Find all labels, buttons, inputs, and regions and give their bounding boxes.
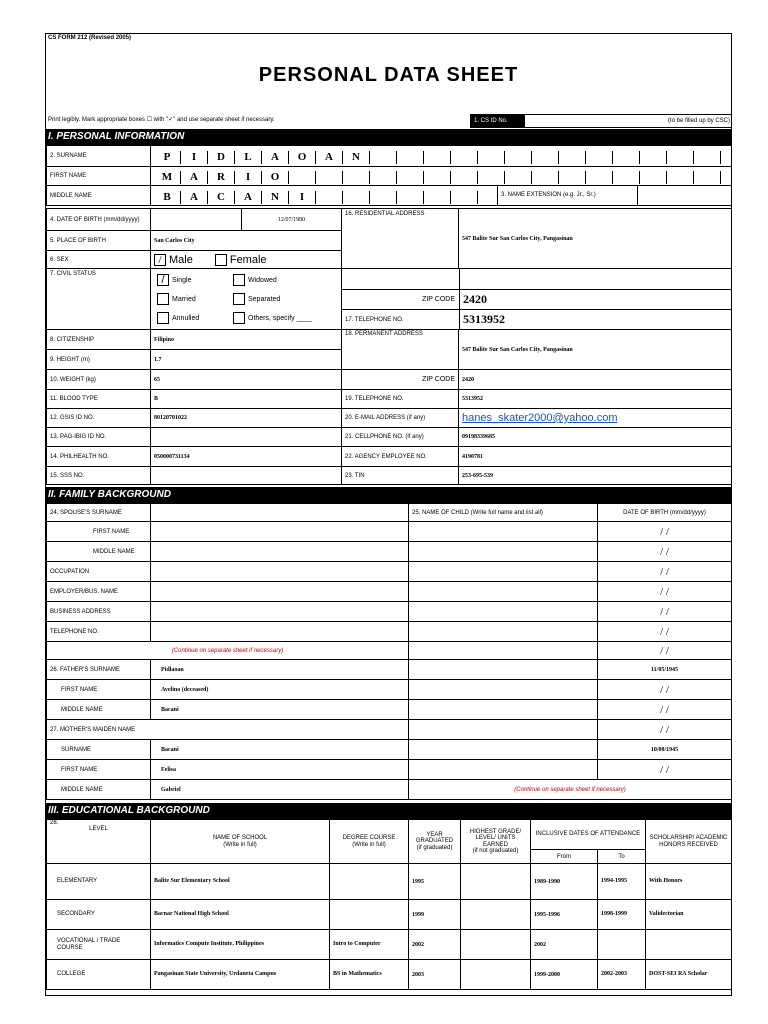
- letter-box[interactable]: [694, 171, 721, 184]
- letter-box[interactable]: M: [154, 171, 181, 184]
- married-label: Married: [172, 295, 196, 303]
- dob-label: 4. DATE OF BIRTH (mm/dd/yyyy): [47, 209, 151, 231]
- letter-box[interactable]: A: [181, 191, 208, 204]
- edu-level: COLLEGE: [47, 960, 151, 990]
- edu-highest[interactable]: [461, 864, 531, 900]
- child-name-field[interactable]: [409, 602, 598, 622]
- firstname-letter-boxes: [154, 168, 728, 184]
- letter-box[interactable]: [559, 151, 586, 164]
- education-table: [46, 819, 732, 990]
- edu-level: ELEMENTARY: [47, 864, 151, 900]
- family-label: FIRST NAME: [47, 680, 151, 700]
- letter-box[interactable]: [370, 171, 397, 184]
- child-dob-field[interactable]: / /: [598, 582, 732, 602]
- height-value[interactable]: 1.7: [151, 350, 342, 370]
- edu-highest[interactable]: [461, 900, 531, 930]
- sss-label: 15. SSS NO.: [47, 467, 151, 485]
- child-name-field[interactable]: [409, 700, 598, 720]
- letter-box[interactable]: I: [181, 151, 208, 164]
- family-value[interactable]: Bacani: [151, 700, 409, 720]
- letter-box[interactable]: [505, 151, 532, 164]
- edu-to[interactable]: 2002-2003: [598, 960, 646, 990]
- letter-box[interactable]: [532, 151, 559, 164]
- agency-label: 22. AGENCY EMPLOYEE NO.: [342, 447, 459, 467]
- csid-note: (to be filled up by CSC): [667, 118, 730, 124]
- edu-to[interactable]: [598, 930, 646, 960]
- family-value[interactable]: Pidlaoan: [151, 660, 409, 680]
- annulled-label: Annulled: [172, 314, 200, 322]
- citizenship-value[interactable]: Filipino: [151, 330, 342, 350]
- firstname-label: FIRST NAME: [47, 167, 151, 186]
- child-dob-field[interactable]: / /: [598, 642, 732, 660]
- letter-box[interactable]: A: [235, 191, 262, 204]
- family-value[interactable]: Bacani: [151, 740, 409, 760]
- others-label: Others, specify: [248, 314, 295, 322]
- form-number: CS FORM 212 (Revised 2005): [48, 35, 132, 41]
- perm-addr-label: 18. PERMANENT ADDRESS: [342, 330, 459, 370]
- female-checkbox[interactable]: [215, 254, 227, 266]
- edu-from[interactable]: 1995-1996: [531, 900, 598, 930]
- family-label: BUSINESS ADDRESS: [47, 602, 151, 622]
- sex-options: [151, 251, 342, 269]
- family-value[interactable]: [151, 504, 409, 522]
- edu-degree[interactable]: [330, 900, 409, 930]
- children-header: 25. NAME OF CHILD (Write full name and list all): [409, 504, 598, 522]
- children-continue-note: (Continue on separate sheet if necessary): [409, 780, 732, 800]
- letter-box[interactable]: C: [208, 191, 235, 204]
- pagibig-label: 13. PAG-IBIG ID NO.: [47, 428, 151, 447]
- widowed-checkbox[interactable]: [233, 274, 245, 286]
- name-table: [46, 145, 732, 206]
- family-value[interactable]: [151, 562, 409, 582]
- csid-label: 1. CS ID No.: [470, 114, 525, 128]
- others-checkbox[interactable]: [233, 312, 245, 324]
- email-value[interactable]: [459, 409, 732, 428]
- family-label: FIRST NAME: [47, 760, 151, 780]
- letter-box[interactable]: [640, 151, 667, 164]
- letter-box[interactable]: [586, 171, 613, 184]
- dob-value[interactable]: 12/07/1980: [242, 209, 342, 231]
- letter-box[interactable]: [316, 171, 343, 184]
- philhealth-label: 14. PHILHEALTH NO.: [47, 447, 151, 467]
- page-title: PERSONAL DATA SHEET: [258, 64, 519, 86]
- letter-box[interactable]: [559, 171, 586, 184]
- letter-box[interactable]: [478, 171, 505, 184]
- edu-level-header: [47, 820, 151, 864]
- philhealth-value[interactable]: 050000731134: [151, 447, 342, 467]
- letter-box[interactable]: [451, 151, 478, 164]
- firstname-field[interactable]: [151, 167, 732, 186]
- edu-from[interactable]: 2002: [531, 930, 598, 960]
- letter-box[interactable]: [613, 171, 640, 184]
- edu-incl-header: INCLUSIVE DATES OF ATTENDANCE: [531, 820, 646, 850]
- letter-box[interactable]: [397, 171, 424, 184]
- edu-level: SECONDARY: [47, 900, 151, 930]
- middlename-label: MIDDLE NAME: [47, 186, 151, 206]
- child-dob-field[interactable]: / /: [598, 602, 732, 622]
- section-family-header: II. FAMILY BACKGROUND: [46, 487, 731, 503]
- blood-label: 11. BLOOD TYPE: [47, 390, 151, 409]
- edu-year-header: [409, 820, 461, 864]
- family-label: FIRST NAME: [47, 522, 151, 542]
- edu-level: VOCATIONAL / TRADE COURSE: [47, 930, 151, 960]
- letter-box[interactable]: L: [235, 151, 262, 164]
- family-label: OCCUPATION: [47, 562, 151, 582]
- child-dob-field[interactable]: / /: [598, 700, 732, 720]
- res-addr-value[interactable]: 547 Balite Sur San Carlos City, Pangasinan: [459, 209, 732, 269]
- section-personal-header: I. PERSONAL INFORMATION: [46, 129, 731, 145]
- name-extension-label: 3. NAME EXTENSION (e.g. Jr., Sr.): [497, 186, 637, 205]
- letter-box[interactable]: [613, 151, 640, 164]
- edu-degree-header: [330, 820, 409, 864]
- child-dob-field[interactable]: / /: [598, 622, 732, 642]
- family-table: [46, 503, 732, 800]
- pob-label: 5. PLACE OF BIRTH: [47, 231, 151, 251]
- letter-box[interactable]: [343, 191, 370, 204]
- email-link[interactable]: hanes_skater2000@yahoo.com: [462, 412, 618, 424]
- letter-box[interactable]: [424, 171, 451, 184]
- edu-degree[interactable]: [330, 864, 409, 900]
- edu-highest-header: [461, 820, 531, 864]
- letter-box[interactable]: [343, 171, 370, 184]
- sex-label: 6. SEX: [47, 251, 151, 269]
- weight-label: 10. WEIGHT (kg): [47, 370, 151, 390]
- letter-box[interactable]: A: [316, 151, 343, 164]
- pagibig-value[interactable]: [151, 428, 342, 447]
- cell-value[interactable]: 09198339685: [459, 428, 732, 447]
- child-name-field[interactable]: [409, 760, 598, 780]
- letter-box[interactable]: [694, 151, 721, 164]
- letter-box[interactable]: D: [208, 151, 235, 164]
- child-name-field[interactable]: [409, 642, 598, 660]
- child-dob-field[interactable]: / /: [598, 562, 732, 582]
- res-zip-value[interactable]: 2420: [459, 290, 731, 309]
- edu-year[interactable]: 1999: [409, 900, 461, 930]
- tin-value[interactable]: 253-695-539: [459, 467, 732, 485]
- child-name-field[interactable]: [409, 562, 598, 582]
- family-label: TELEPHONE NO.: [47, 622, 151, 642]
- family-label: MIDDLE NAME: [47, 542, 151, 562]
- married-checkbox[interactable]: [157, 293, 169, 305]
- child-dob-field[interactable]: 11/05/1945: [598, 660, 732, 680]
- civil-status-options: / Single Widowed Married Separated Annulled Others, specify ____: [151, 269, 342, 330]
- perm-zip-label: ZIP CODE: [342, 370, 459, 390]
- family-value[interactable]: Avelino (deceased): [151, 680, 409, 700]
- annulled-checkbox[interactable]: [157, 312, 169, 324]
- gsis-label: 12. GSIS ID NO.: [47, 409, 151, 428]
- child-dob-field[interactable]: / /: [598, 680, 732, 700]
- separated-checkbox[interactable]: [233, 293, 245, 305]
- letter-box[interactable]: [424, 191, 451, 204]
- edu-degree[interactable]: BS in Mathematics: [330, 960, 409, 990]
- letter-box[interactable]: [478, 151, 505, 164]
- blood-value[interactable]: B: [151, 390, 342, 409]
- letter-box[interactable]: A: [262, 151, 289, 164]
- family-value[interactable]: [151, 622, 409, 642]
- male-checkbox[interactable]: /: [154, 254, 166, 266]
- edu-year[interactable]: 2002: [409, 930, 461, 960]
- family-value[interactable]: [151, 542, 409, 562]
- letter-box[interactable]: I: [289, 191, 316, 204]
- letter-box[interactable]: [397, 191, 424, 204]
- edu-honors[interactable]: DOST-SEI RA Scholar: [646, 960, 732, 990]
- letter-box[interactable]: N: [262, 191, 289, 204]
- edu-school[interactable]: Pangasinan State University, Urdaneta Campus: [151, 960, 330, 990]
- sss-value[interactable]: [151, 467, 342, 485]
- letter-box[interactable]: [640, 171, 667, 184]
- family-value[interactable]: [151, 602, 409, 622]
- letter-box[interactable]: R: [208, 171, 235, 184]
- child-dob-field[interactable]: 10/08/1945: [598, 740, 732, 760]
- surname-label: 2. SURNAME: [47, 146, 151, 167]
- tel17-value[interactable]: 5313952: [459, 310, 731, 329]
- letter-box[interactable]: [370, 191, 397, 204]
- edu-highest[interactable]: [461, 960, 531, 990]
- family-label: EMPLOYER/BUS. NAME: [47, 582, 151, 602]
- child-name-field[interactable]: [409, 660, 598, 680]
- edu-year[interactable]: 1995: [409, 864, 461, 900]
- middlename-letter-boxes: [151, 188, 497, 204]
- civil-status-label: 7. CIVIL STATUS: [47, 269, 151, 330]
- edu-school[interactable]: Balite Sur Elementary School: [151, 864, 330, 900]
- edu-honors[interactable]: Validectorian: [646, 900, 732, 930]
- child-name-field[interactable]: [409, 522, 598, 542]
- citizenship-label: 8. CITIZENSHIP: [47, 330, 151, 350]
- separated-label: Separated: [248, 295, 281, 303]
- surname-field[interactable]: [151, 146, 732, 167]
- letter-box[interactable]: [667, 151, 694, 164]
- letter-box[interactable]: B: [154, 191, 181, 204]
- edu-honors[interactable]: [646, 930, 732, 960]
- surname-letter-boxes: [154, 148, 728, 164]
- section-education-header: III. EDUCATIONAL BACKGROUND: [46, 803, 731, 819]
- letter-box[interactable]: [505, 171, 532, 184]
- tel19-value[interactable]: 5313952: [459, 390, 732, 409]
- edu-from[interactable]: 1999-2000: [531, 960, 598, 990]
- letter-box[interactable]: [667, 171, 694, 184]
- family-label: MIDDLE NAME: [47, 700, 151, 720]
- female-label: Female: [229, 254, 267, 266]
- child-name-field[interactable]: [409, 542, 598, 562]
- letter-box[interactable]: O: [289, 151, 316, 164]
- csid-field[interactable]: [521, 114, 732, 128]
- child-dob-field[interactable]: / /: [598, 522, 732, 542]
- letter-box[interactable]: [451, 171, 478, 184]
- cell-label: 21. CELLPHONE NO. (if any): [342, 428, 459, 447]
- res-addr-label: 16. RESIDENTIAL ADDRESS: [342, 209, 459, 269]
- pob-value[interactable]: San Carlos City: [151, 231, 342, 251]
- zip-tel-block: [342, 269, 732, 330]
- middlename-field[interactable]: [151, 186, 732, 206]
- edu-honors-header: SCHOLARSHIP/ ACADEMIC HONORS RECEIVED: [646, 820, 732, 864]
- spouse-continue-note: (Continue on separate sheet if necessary): [47, 642, 409, 660]
- res-zip-label: ZIP CODE: [422, 296, 455, 303]
- agency-value[interactable]: 4190781: [459, 447, 732, 467]
- widowed-label: Widowed: [248, 276, 277, 284]
- family-value[interactable]: [151, 582, 409, 602]
- male-label: Male: [169, 254, 193, 266]
- family-value[interactable]: Felisa: [151, 760, 409, 780]
- edu-school-sub: (Write in full): [223, 841, 257, 848]
- edu-school[interactable]: Informatics Compute Institute, Philippines: [151, 930, 330, 960]
- child-name-field[interactable]: [409, 622, 598, 642]
- perm-zip-value[interactable]: 2420: [459, 370, 732, 390]
- child-dob-field[interactable]: / /: [598, 542, 732, 562]
- edu-num: 28.: [50, 820, 59, 826]
- height-label: 9. HEIGHT (m): [47, 350, 151, 370]
- edu-to[interactable]: 1994-1995: [598, 864, 646, 900]
- edu-from[interactable]: 1989-1990: [531, 864, 598, 900]
- family-label: 26. FATHER'S SURNAME: [47, 660, 151, 680]
- edu-degree-h: DEGREE COURSE: [342, 835, 396, 842]
- letter-box[interactable]: P: [154, 151, 181, 164]
- mother-label: 27. MOTHER'S MAIDEN NAME: [47, 720, 409, 740]
- letter-box[interactable]: [586, 151, 613, 164]
- letter-box[interactable]: O: [262, 171, 289, 184]
- letter-box[interactable]: [289, 171, 316, 184]
- name-extension-field[interactable]: [637, 186, 731, 205]
- edu-school-h: NAME OF SCHOOL: [212, 835, 268, 842]
- single-checkbox[interactable]: /: [157, 274, 169, 286]
- child-name-field[interactable]: [409, 740, 598, 760]
- weight-value[interactable]: 65: [151, 370, 342, 390]
- tel19-label: 19. TELEPHONE NO.: [342, 390, 459, 409]
- child-dob-field[interactable]: / /: [598, 760, 732, 780]
- letter-box[interactable]: [451, 191, 478, 204]
- edu-year-sub: (if graduated): [416, 844, 453, 851]
- tel17-label: 17. TELEPHONE NO.: [345, 316, 404, 323]
- edu-highest[interactable]: [461, 930, 531, 960]
- letter-box[interactable]: [532, 171, 559, 184]
- child-dob-field[interactable]: / /: [598, 720, 732, 740]
- child-name-field[interactable]: [409, 720, 598, 740]
- letter-box[interactable]: [370, 151, 397, 164]
- edu-from-header: From: [531, 850, 598, 864]
- letter-box[interactable]: [397, 151, 424, 164]
- family-value[interactable]: [151, 522, 409, 542]
- child-name-field[interactable]: [409, 582, 598, 602]
- edu-honors[interactable]: With Honors: [646, 864, 732, 900]
- edu-to-header: To: [598, 850, 646, 864]
- single-label: Single: [172, 276, 192, 284]
- edu-to[interactable]: 1998-1999: [598, 900, 646, 930]
- letter-box[interactable]: N: [343, 151, 370, 164]
- letter-box[interactable]: [424, 151, 451, 164]
- family-label: MIDDLE NAME: [47, 780, 151, 800]
- family-value[interactable]: Gabriel: [151, 780, 409, 800]
- family-label: SURNAME: [47, 740, 151, 760]
- child-dob-header: DATE OF BIRTH (mm/dd/yyyy): [598, 504, 732, 522]
- gsis-value[interactable]: 80120701022: [151, 409, 342, 428]
- child-name-field[interactable]: [409, 680, 598, 700]
- personal-data-sheet-form: [45, 33, 732, 996]
- letter-box[interactable]: [316, 191, 343, 204]
- edu-highest-h: HIGHEST GRADE/ LEVEL/ UNITS EARNED: [469, 828, 522, 848]
- letter-box[interactable]: I: [235, 171, 262, 184]
- family-label: 24. SPOUSE'S SURNAME: [47, 504, 151, 522]
- edu-highest-sub: (if not graduated): [472, 847, 519, 854]
- instructions-text: Print legibly. Mark appropriate boxes ☐ with "✓" and use separate sheet if necessary.: [48, 117, 275, 123]
- edu-school-header: [151, 820, 330, 864]
- personal-info-table: [46, 208, 732, 485]
- email-label: 20. E-MAIL ADDRESS (if any): [342, 409, 459, 428]
- tin-label: 23. TIN: [342, 467, 459, 485]
- edu-degree[interactable]: Intro to Computer: [330, 930, 409, 960]
- edu-school[interactable]: Bacnar National High School: [151, 900, 330, 930]
- edu-level-h: LEVEL: [89, 826, 108, 833]
- edu-degree-sub: (Write in full): [352, 841, 386, 848]
- perm-addr-value[interactable]: 547 Balite Sur San Carlos City, Pangasinan: [459, 330, 732, 370]
- letter-box[interactable]: A: [181, 171, 208, 184]
- edu-year-h: YEAR GRADUATED: [415, 832, 454, 845]
- edu-year[interactable]: 2003: [409, 960, 461, 990]
